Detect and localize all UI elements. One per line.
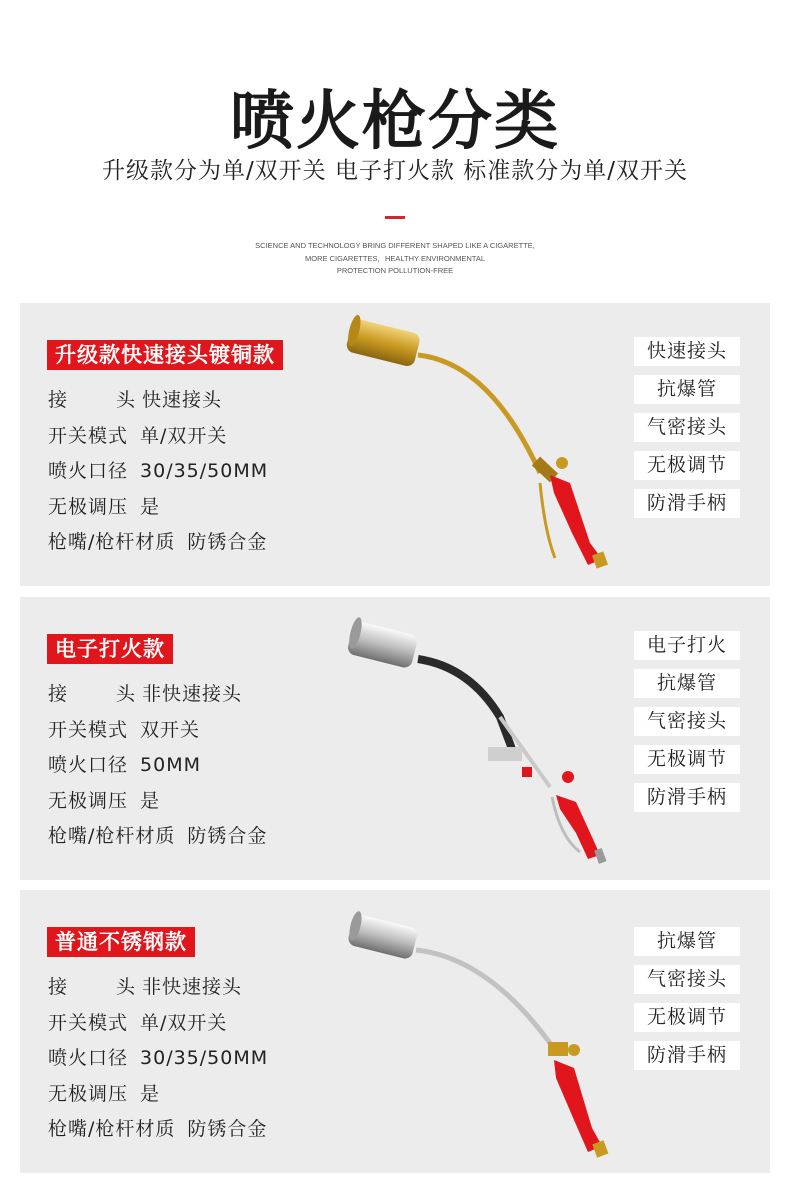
spec-value: 单/双开关 [140, 1011, 228, 1034]
spec-label: 喷火口径 [48, 754, 129, 776]
spec-label: 头 [116, 683, 137, 705]
feature-tag: 抗爆管 [634, 927, 740, 956]
spec-label: 头 [116, 976, 137, 998]
page-title: 喷火枪分类 [230, 85, 560, 159]
product-badge: 升级款快速接头镀铜款 [47, 340, 283, 370]
spec-row-connector [48, 970, 268, 1006]
spec-label: 无极调压 [48, 789, 129, 812]
spec-label: 喷火口径 [48, 1047, 129, 1069]
spec-label: 开关模式 [48, 424, 129, 447]
product-card-electronic [20, 597, 770, 880]
tagline-line: MORE CIGARETTES，HEALTHY ENVIRONMENTAL [304, 253, 486, 263]
spec-value: 非快速接头 [142, 683, 243, 705]
spec-row-connector [48, 383, 268, 419]
feature-tag: 无极调节 [634, 745, 740, 774]
feature-tag: 防滑手柄 [634, 783, 740, 812]
accent-divider [385, 216, 405, 219]
page-header [0, 0, 790, 300]
spec-label: 接 [48, 976, 69, 998]
spec-value: 双开关 [140, 718, 201, 741]
tagline-line: PROTECTION POLLUTION-FREE [336, 266, 454, 275]
feature-tag: 无极调节 [634, 451, 740, 480]
brass-torch-image [340, 303, 640, 586]
spec-row-switch [48, 713, 267, 749]
page-subtitle: 升级款分为单/双开关 电子打火款 标准款分为单/双开关 [101, 158, 689, 184]
spec-label: 枪嘴/枪杆材质 [48, 531, 176, 553]
spec-list [48, 970, 268, 1148]
spec-row-pressure [48, 490, 268, 526]
spec-value: 非快速接头 [142, 976, 243, 998]
product-card-upgraded [20, 303, 770, 586]
spec-value: 30/35/50MM [140, 1047, 269, 1069]
spec-row-diameter [48, 748, 267, 784]
spec-label: 枪嘴/枪杆材质 [48, 825, 176, 847]
feature-tag: 气密接头 [634, 707, 740, 736]
spec-label: 开关模式 [48, 718, 129, 741]
spec-row-material [48, 525, 268, 561]
spec-list [48, 677, 267, 855]
product-badge: 普通不锈钢款 [47, 927, 195, 957]
spec-row-material [48, 1112, 268, 1148]
spec-row-material [48, 819, 267, 855]
spec-row-diameter [48, 1041, 268, 1077]
tagline [0, 240, 790, 278]
feature-tag: 防滑手柄 [634, 1041, 740, 1070]
feature-tag: 抗爆管 [634, 375, 740, 404]
spec-label: 开关模式 [48, 1011, 129, 1034]
electronic-torch-image [340, 597, 640, 880]
stainless-torch-image [340, 890, 640, 1173]
feature-tags [634, 927, 740, 1079]
spec-value: 单/双开关 [140, 424, 228, 447]
feature-tag: 气密接头 [634, 413, 740, 442]
feature-tag: 气密接头 [634, 965, 740, 994]
feature-tags [634, 337, 740, 527]
product-card-stainless [20, 890, 770, 1173]
spec-row-switch [48, 419, 268, 455]
spec-label: 枪嘴/枪杆材质 [48, 1118, 176, 1140]
feature-tag: 电子打火 [634, 631, 740, 660]
spec-label: 无极调压 [48, 1082, 129, 1105]
feature-tag: 快速接头 [634, 337, 740, 366]
spec-row-connector [48, 677, 267, 713]
spec-label: 无极调压 [48, 495, 129, 518]
spec-value: 防锈合金 [187, 825, 268, 847]
spec-value: 防锈合金 [187, 531, 268, 553]
spec-label: 头 [116, 389, 137, 411]
spec-value: 快速接头 [142, 389, 223, 411]
spec-row-diameter [48, 454, 268, 490]
spec-value: 50MM [140, 754, 201, 776]
spec-value: 是 [140, 495, 161, 518]
spec-value: 30/35/50MM [140, 460, 269, 482]
spec-row-switch [48, 1006, 268, 1042]
spec-label: 接 [48, 389, 69, 411]
spec-label: 接 [48, 683, 69, 705]
spec-list [48, 383, 268, 561]
feature-tag: 无极调节 [634, 1003, 740, 1032]
spec-value: 是 [140, 789, 161, 812]
spec-value: 是 [140, 1082, 161, 1105]
product-badge: 电子打火款 [47, 634, 173, 664]
spec-label: 喷火口径 [48, 460, 129, 482]
spec-row-pressure [48, 784, 267, 820]
feature-tags [634, 631, 740, 821]
spec-row-pressure [48, 1077, 268, 1113]
tagline-line: SCIENCE AND TECHNOLOGY BRING DIFFERENT SHAPED LIKE A CIGARETTE, [255, 241, 535, 250]
feature-tag: 防滑手柄 [634, 489, 740, 518]
feature-tag: 抗爆管 [634, 669, 740, 698]
spec-value: 防锈合金 [187, 1118, 268, 1140]
